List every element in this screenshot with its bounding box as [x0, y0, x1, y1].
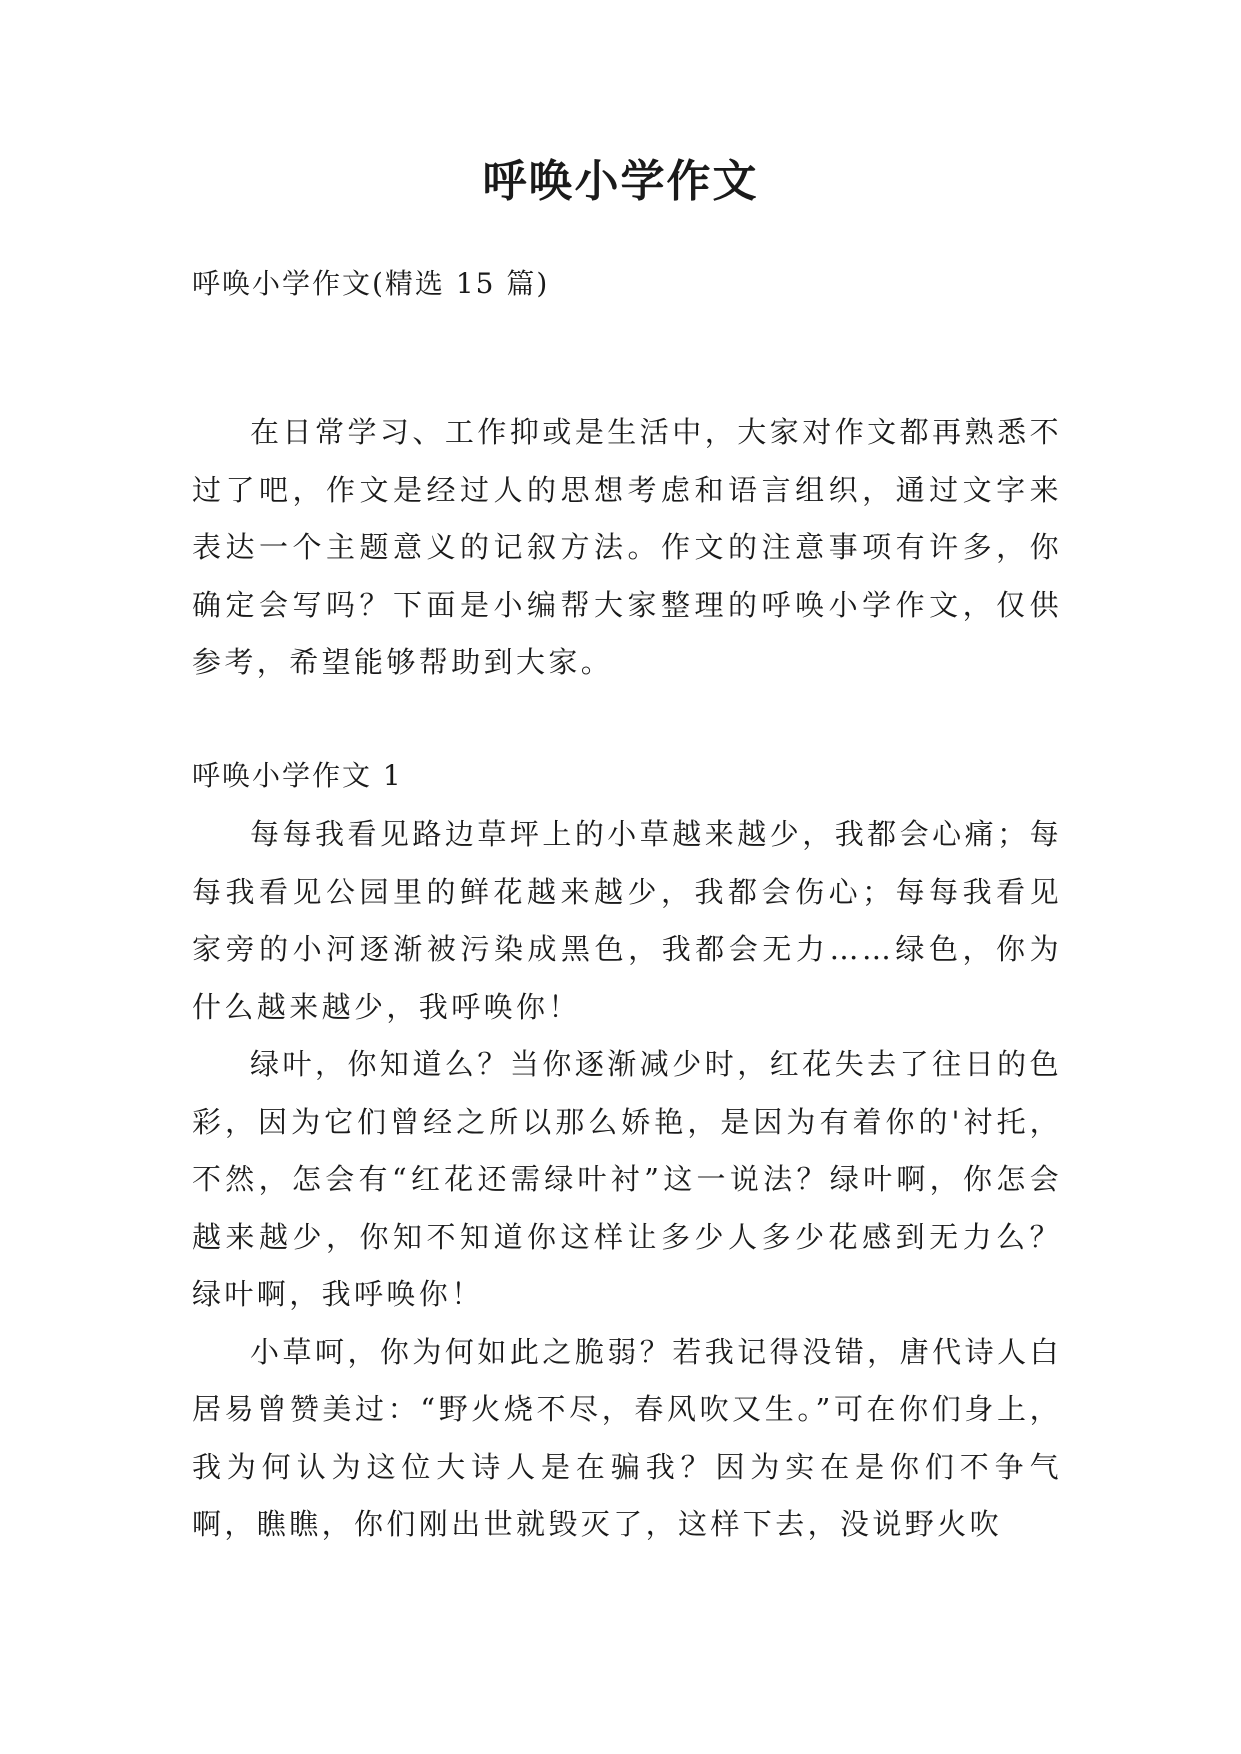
- essay-body: [192, 806, 1062, 1554]
- essay-paragraph-1: 每每我看见路边草坪上的小草越来越少，我都会心痛；每每我看见公园里的鲜花越来越少，我都会伤心；每每我看见家旁的小河逐渐被污染成黑色，我都会无力……绿色，你为什么越来越少，我呼唤你！: [192, 817, 1062, 1024]
- essay-paragraph-3: 小草呵，你为何如此之脆弱？若我记得没错，唐代诗人白居易曾赞美过：“野火烧不尽，春风吹又生。”可在你们身上，我为何认为这位大诗人是在骗我？因为实在是你们不争气啊，瞧瞧，你们刚出世就毁灭了，这样下去，没说野火吹: [192, 1334, 1062, 1541]
- document-subtitle: 呼唤小学作文(精选 15 篇): [192, 267, 550, 300]
- document-title: 呼唤小学作文: [482, 156, 759, 207]
- intro-section: [192, 404, 1062, 692]
- intro-paragraph: 在日常学习、工作抑或是生活中，大家对作文都再熟悉不过了吧，作文是经过人的思想考虑和语言组织，通过文字来表达一个主题意义的记叙方法。作文的注意事项有许多，你确定会写吗？下面是小编帮大家整理的呼唤小学作文，仅供参考，希望能够帮助到大家。: [192, 415, 1062, 679]
- section-heading: 呼唤小学作文 1: [192, 759, 403, 792]
- essay-paragraph-2: 绿叶，你知道么？当你逐渐减少时，红花失去了往日的色彩，因为它们曾经之所以那么娇艳，是因为有着你的'衬托，不然，怎会有“红花还需绿叶衬”这一说法？绿叶啊，你怎会越来越少，你知不知道你这样让多少人多少花感到无力么？绿叶啊，我呼唤你！: [192, 1047, 1062, 1311]
